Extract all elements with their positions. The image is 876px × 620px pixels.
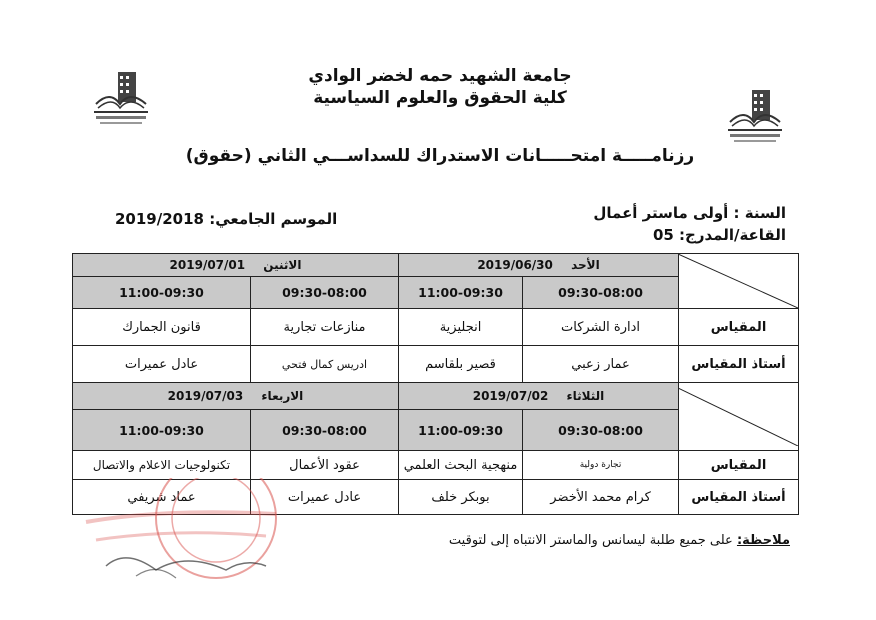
exam-schedule-table	[72, 253, 799, 515]
subject-cell: تكنولوجيات الاعلام والاتصال	[73, 451, 251, 480]
corner-cell	[679, 254, 799, 309]
university-logo-left	[90, 68, 152, 128]
university-name: جامعة الشهيد حمه لخضر الوادي	[308, 66, 572, 86]
university-logo-right	[724, 86, 786, 146]
subject-cell: منهجية البحث العلمي	[399, 451, 523, 480]
note	[449, 533, 790, 548]
page-title: رزنامـــــة امتحـــــانات الاستدراك للسداســـي الثاني (حقوق)	[185, 146, 695, 166]
day-header	[399, 254, 679, 277]
teacher-cell: عمار زعبي	[523, 346, 679, 383]
time-slot: 11:00-09:30	[399, 277, 523, 309]
corner-diagonal	[679, 388, 799, 446]
day-name: الاربعاء	[261, 389, 304, 403]
teacher-cell: عادل عميرات	[251, 480, 399, 515]
time-slot: 09:30-08:00	[523, 410, 679, 451]
note-text: على جميع طلبة ليسانس والماستر الانتباه إلى لتوقيت	[448, 533, 733, 548]
study-year: السنة : أولى ماستر أعمال	[593, 204, 786, 222]
day-date: 2019/07/03	[167, 389, 244, 403]
day-date: 2019/07/02	[472, 389, 549, 403]
corner-cell	[679, 383, 799, 451]
table-row	[73, 451, 799, 480]
day-name: الاثنين	[263, 258, 302, 273]
official-stamp	[66, 478, 296, 588]
day-date: 2019/06/30	[477, 258, 553, 273]
row-label-subject: المقياس	[679, 451, 799, 480]
day-header	[73, 383, 399, 410]
teacher-cell: عماد شريفي	[73, 480, 251, 515]
day-header	[73, 254, 399, 277]
corner-diagonal	[679, 254, 799, 308]
time-slot: 09:30-08:00	[251, 277, 399, 309]
day-name: الأحد	[571, 258, 600, 273]
day-header	[399, 383, 679, 410]
time-slot: 09:30-08:00	[523, 277, 679, 309]
day-name: الثلاثاء	[566, 389, 605, 403]
row-label-teacher: أستاذ المقياس	[679, 480, 799, 515]
teacher-cell: كرام محمد الأخضر	[523, 480, 679, 515]
day-date: 2019/07/01	[169, 258, 246, 273]
subject-cell: قانون الجمارك	[73, 309, 251, 346]
subject-cell: منازعات تجارية	[251, 309, 399, 346]
row-label-subject: المقياس	[679, 309, 799, 346]
teacher-cell: بوبكر خلف	[399, 480, 523, 515]
faculty-name: كلية الحقوق والعلوم السياسية	[313, 88, 567, 108]
note-label: ملاحظة:	[736, 533, 790, 548]
subject-cell: ادارة الشركات	[523, 309, 679, 346]
teacher-cell: ادريس كمال فتحي	[251, 346, 399, 383]
academic-season: الموسم الجامعي: 2019/2018	[115, 210, 338, 228]
subject-cell: تجارة دولية	[523, 451, 679, 480]
table-row	[73, 254, 799, 277]
table-row	[73, 346, 799, 383]
teacher-cell: عادل عميرات	[73, 346, 251, 383]
time-slot: 09:30-08:00	[251, 410, 399, 451]
row-label-teacher: أستاذ المقياس	[679, 346, 799, 383]
time-slot: 11:00-09:30	[73, 410, 251, 451]
subject-cell: انجليزية	[399, 309, 523, 346]
exam-room: القاعة/المدرج: 05	[652, 226, 786, 244]
subject-cell: عقود الأعمال	[251, 451, 399, 480]
time-slot: 11:00-09:30	[399, 410, 523, 451]
table-row	[73, 309, 799, 346]
table-row	[73, 383, 799, 410]
teacher-cell: قصير بلقاسم	[399, 346, 523, 383]
time-slot: 11:00-09:30	[73, 277, 251, 309]
